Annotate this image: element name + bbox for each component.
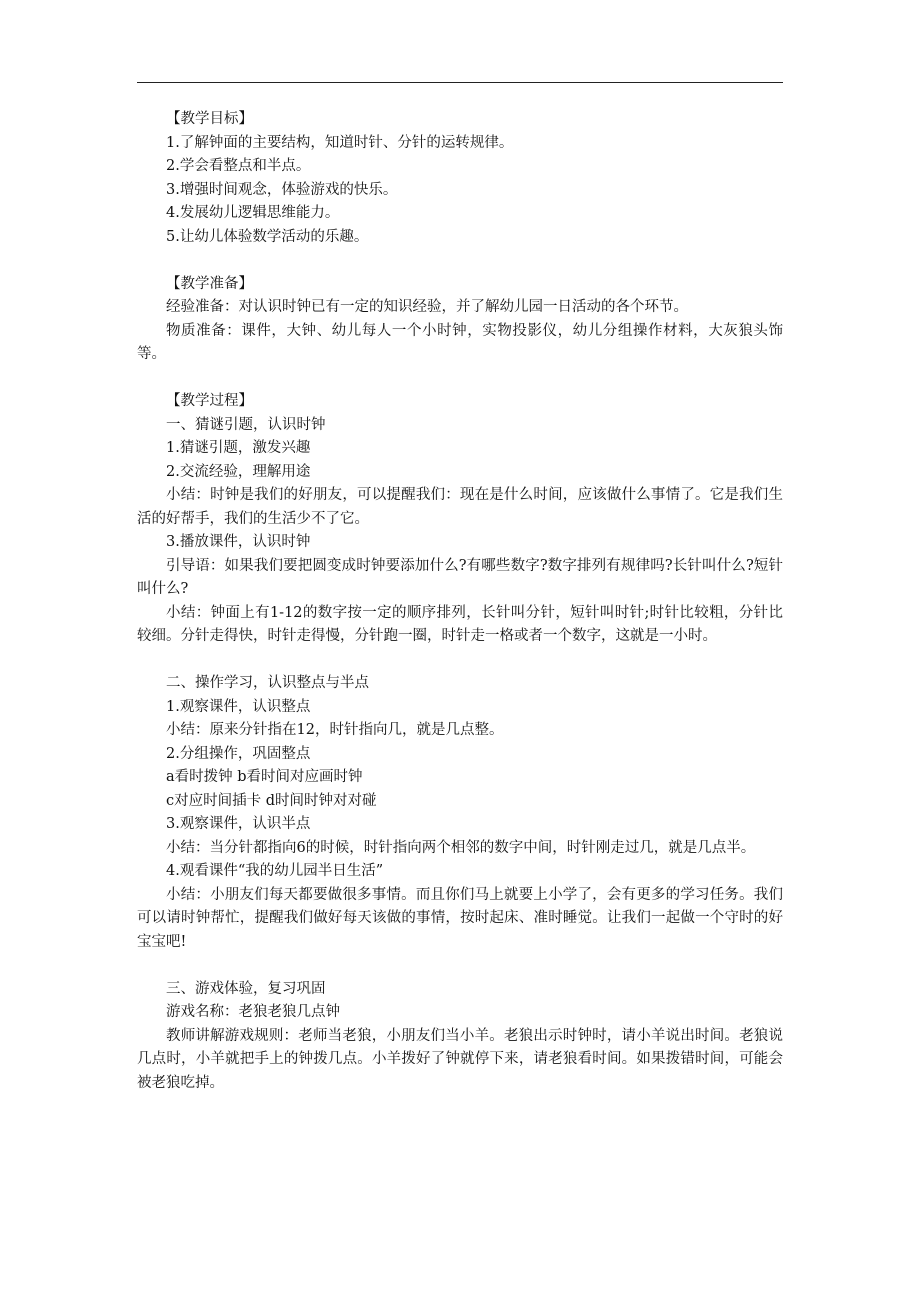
process-paragraph: 小结：原来分针指在12，时针指向几，就是几点整。 <box>166 722 504 738</box>
preparation-item: 经验准备：对认识时钟已有一定的知识经验，并了解幼儿园一日活动的各个环节。 <box>166 299 688 315</box>
process-paragraph: 引导语：如果我们要把圆变成时钟要添加什么?有哪些数字?数字排列有规律吗?长针叫什么?短针叫什么? <box>137 557 783 597</box>
preparation-title: 【教学准备】 <box>166 275 253 292</box>
process-heading: 一、猜谜引题，认识时钟 <box>166 416 326 433</box>
process-title: 【教学过程】 <box>166 393 253 409</box>
process-paragraph: 小结：钟面上有1-12的数字按一定的顺序排列，长针叫分针，短针叫时针;时针比较粗，分针比较细。分针走得快，时针走得慢，分针跑一圈，时针走一格或者一个数字，这就是一小时。 <box>137 604 783 644</box>
process-paragraph: 小结：时钟是我们的好朋友，可以提醒我们：现在是什么时间，应该做什么事情了。它是我们生活的好帮手，我们的生活少不了它。 <box>137 487 783 527</box>
process-line: c对应时间插卡 d时间时钟对对碰 <box>166 792 377 809</box>
process-line: 4.观看课件“我的幼儿园半日生活” <box>166 863 384 879</box>
process-heading: 二、操作学习，认识整点与半点 <box>166 675 369 691</box>
objective-item: 2.学会看整点和半点。 <box>166 158 311 174</box>
process-line: 1.观察课件，认识整点 <box>166 698 311 715</box>
process-paragraph: 小结：小朋友们每天都要做很多事情。而且你们马上就要上小学了，会有更多的学习任务。我们可以请时钟帮忙，提醒我们做好每天该做的事情，按时起床、准时睡觉。让我们一起做一个守时的好宝宝吧! <box>137 886 783 950</box>
objective-item: 5.让幼儿体验数学活动的乐趣。 <box>166 228 369 245</box>
process-line: 1.猜谜引题，激发兴趣 <box>166 440 311 456</box>
process-paragraph: 教师讲解游戏规则：老师当老狼，小朋友们当小羊。老狼出示时钟时，请小羊说出时间。老狼说几点时，小羊就把手上的钟拨几点。小羊拨好了钟就停下来，请老狼看时间。如果拨错时间，可能会被老狼吃掉。 <box>137 1027 783 1091</box>
process-paragraph: 小结：当分针都指向6的时候，时针指向两个相邻的数字中间，时针刚走过几，就是几点半。 <box>166 839 756 856</box>
process-line: 3.播放课件，认识时钟 <box>166 534 311 550</box>
process-line: 2.分组操作，巩固整点 <box>166 745 311 762</box>
process-line: 游戏名称：老狼老狼几点钟 <box>166 1004 340 1020</box>
objective-item: 3.增强时间观念，体验游戏的快乐。 <box>166 181 398 198</box>
objective-item: 1.了解钟面的主要结构，知道时针、分针的运转规律。 <box>166 134 514 151</box>
process-line: a看时拨钟 b看时间对应画时钟 <box>166 769 363 785</box>
document-body <box>137 108 783 1095</box>
objectives-title: 【教学目标】 <box>166 111 253 127</box>
objective-item: 4.发展幼儿逻辑思维能力。 <box>166 205 340 221</box>
process-heading: 三、游戏体验，复习巩固 <box>166 980 326 997</box>
preparation-item: 物质准备：课件，大钟、幼儿每人一个小时钟，实物投影仪，幼儿分组操作材料，大灰狼头饰等。 <box>137 322 783 362</box>
process-line: 2.交流经验，理解用途 <box>166 463 311 480</box>
header-rule <box>137 82 783 83</box>
process-line: 3.观察课件，认识半点 <box>166 816 311 832</box>
